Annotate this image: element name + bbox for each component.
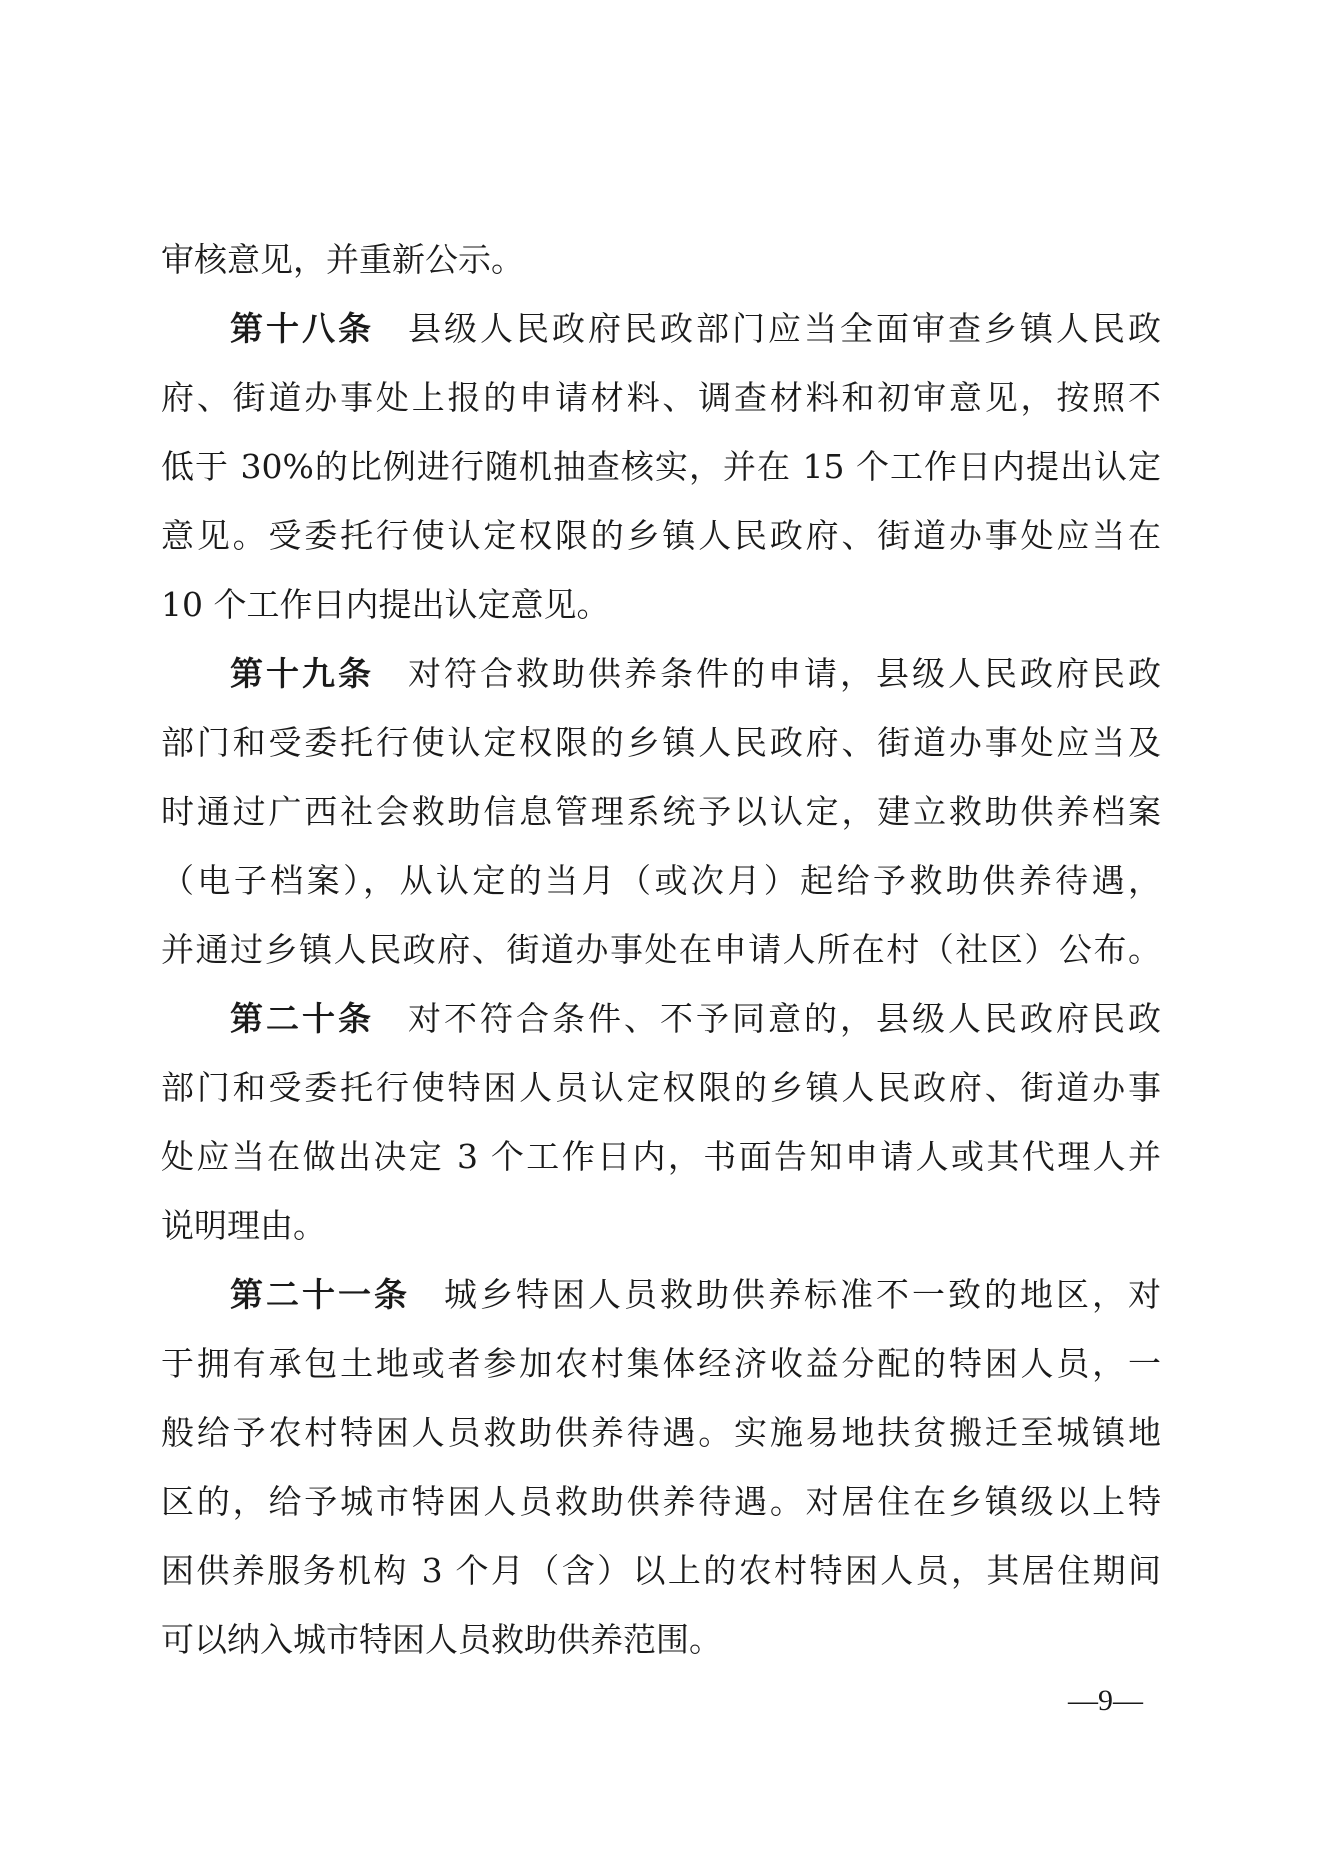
article-21-line-2: 于拥有承包土地或者参加农村集体经济收益分配的特困人员，一 bbox=[161, 1344, 1161, 1383]
article-21-line-4: 区的，给予城市特困人员救助供养待遇。对居住在乡镇级以上特 bbox=[161, 1482, 1161, 1521]
article-20-line-3: 处应当在做出决定 3 个工作日内，书面告知申请人或其代理人并 bbox=[161, 1137, 1161, 1176]
article-19-line-2: 部门和受委托行使认定权限的乡镇人民政府、街道办事处应当及 bbox=[161, 723, 1161, 762]
article-18-line-2: 府、街道办事处上报的申请材料、调查材料和初审意见，按照不 bbox=[161, 378, 1161, 417]
article-19-first-line bbox=[230, 641, 1161, 707]
article-18-line-4: 意见。受委托行使认定权限的乡镇人民政府、街道办事处应当在 bbox=[161, 516, 1161, 555]
article-20-line-4: 说明理由。 bbox=[161, 1206, 326, 1245]
article-18-line-3: 低于 30%的比例进行随机抽查核实，并在 15 个工作日内提出认定 bbox=[161, 447, 1161, 486]
article-18-line-5: 10 个工作日内提出认定意见。 bbox=[161, 585, 610, 624]
article-20-first-line bbox=[230, 986, 1161, 1052]
article-21-line-5: 困供养服务机构 3 个月（含）以上的农村特困人员，其居住期间 bbox=[161, 1551, 1161, 1590]
article-21-line-6: 可以纳入城市特困人员救助供养范围。 bbox=[161, 1620, 722, 1659]
article-19-line-4: （电子档案），从认定的当月（或次月）起给予救助供养待遇， bbox=[161, 861, 1161, 900]
article-19-line-1: 对符合救助供养条件的申请，县级人民政府民政 bbox=[408, 654, 1161, 693]
article-18-line-1: 县级人民政府民政部门应当全面审查乡镇人民政 bbox=[408, 309, 1161, 348]
article-20-heading: 第二十条 bbox=[230, 999, 374, 1038]
article-20-line-2: 部门和受委托行使特困人员认定权限的乡镇人民政府、街道办事 bbox=[161, 1068, 1161, 1107]
article-21-line-3: 般给予农村特困人员救助供养待遇。实施易地扶贫搬迁至城镇地 bbox=[161, 1413, 1161, 1452]
article-21-line-1: 城乡特困人员救助供养标准不一致的地区，对 bbox=[444, 1275, 1161, 1314]
article-21-first-line bbox=[230, 1262, 1161, 1328]
page-number: —9— bbox=[1068, 1684, 1143, 1717]
article-17-tail: 审核意见，并重新公示。 bbox=[161, 240, 524, 279]
article-21-heading: 第二十一条 bbox=[230, 1275, 410, 1314]
article-18-first-line bbox=[230, 296, 1161, 362]
article-20-line-1: 对不符合条件、不予同意的，县级人民政府民政 bbox=[408, 999, 1161, 1038]
article-19-line-3: 时通过广西社会救助信息管理系统予以认定，建立救助供养档案 bbox=[161, 792, 1161, 831]
article-19-heading: 第十九条 bbox=[230, 654, 374, 693]
article-19-line-5: 并通过乡镇人民政府、街道办事处在申请人所在村（社区）公布。 bbox=[161, 930, 1161, 969]
article-18-heading: 第十八条 bbox=[230, 309, 374, 348]
